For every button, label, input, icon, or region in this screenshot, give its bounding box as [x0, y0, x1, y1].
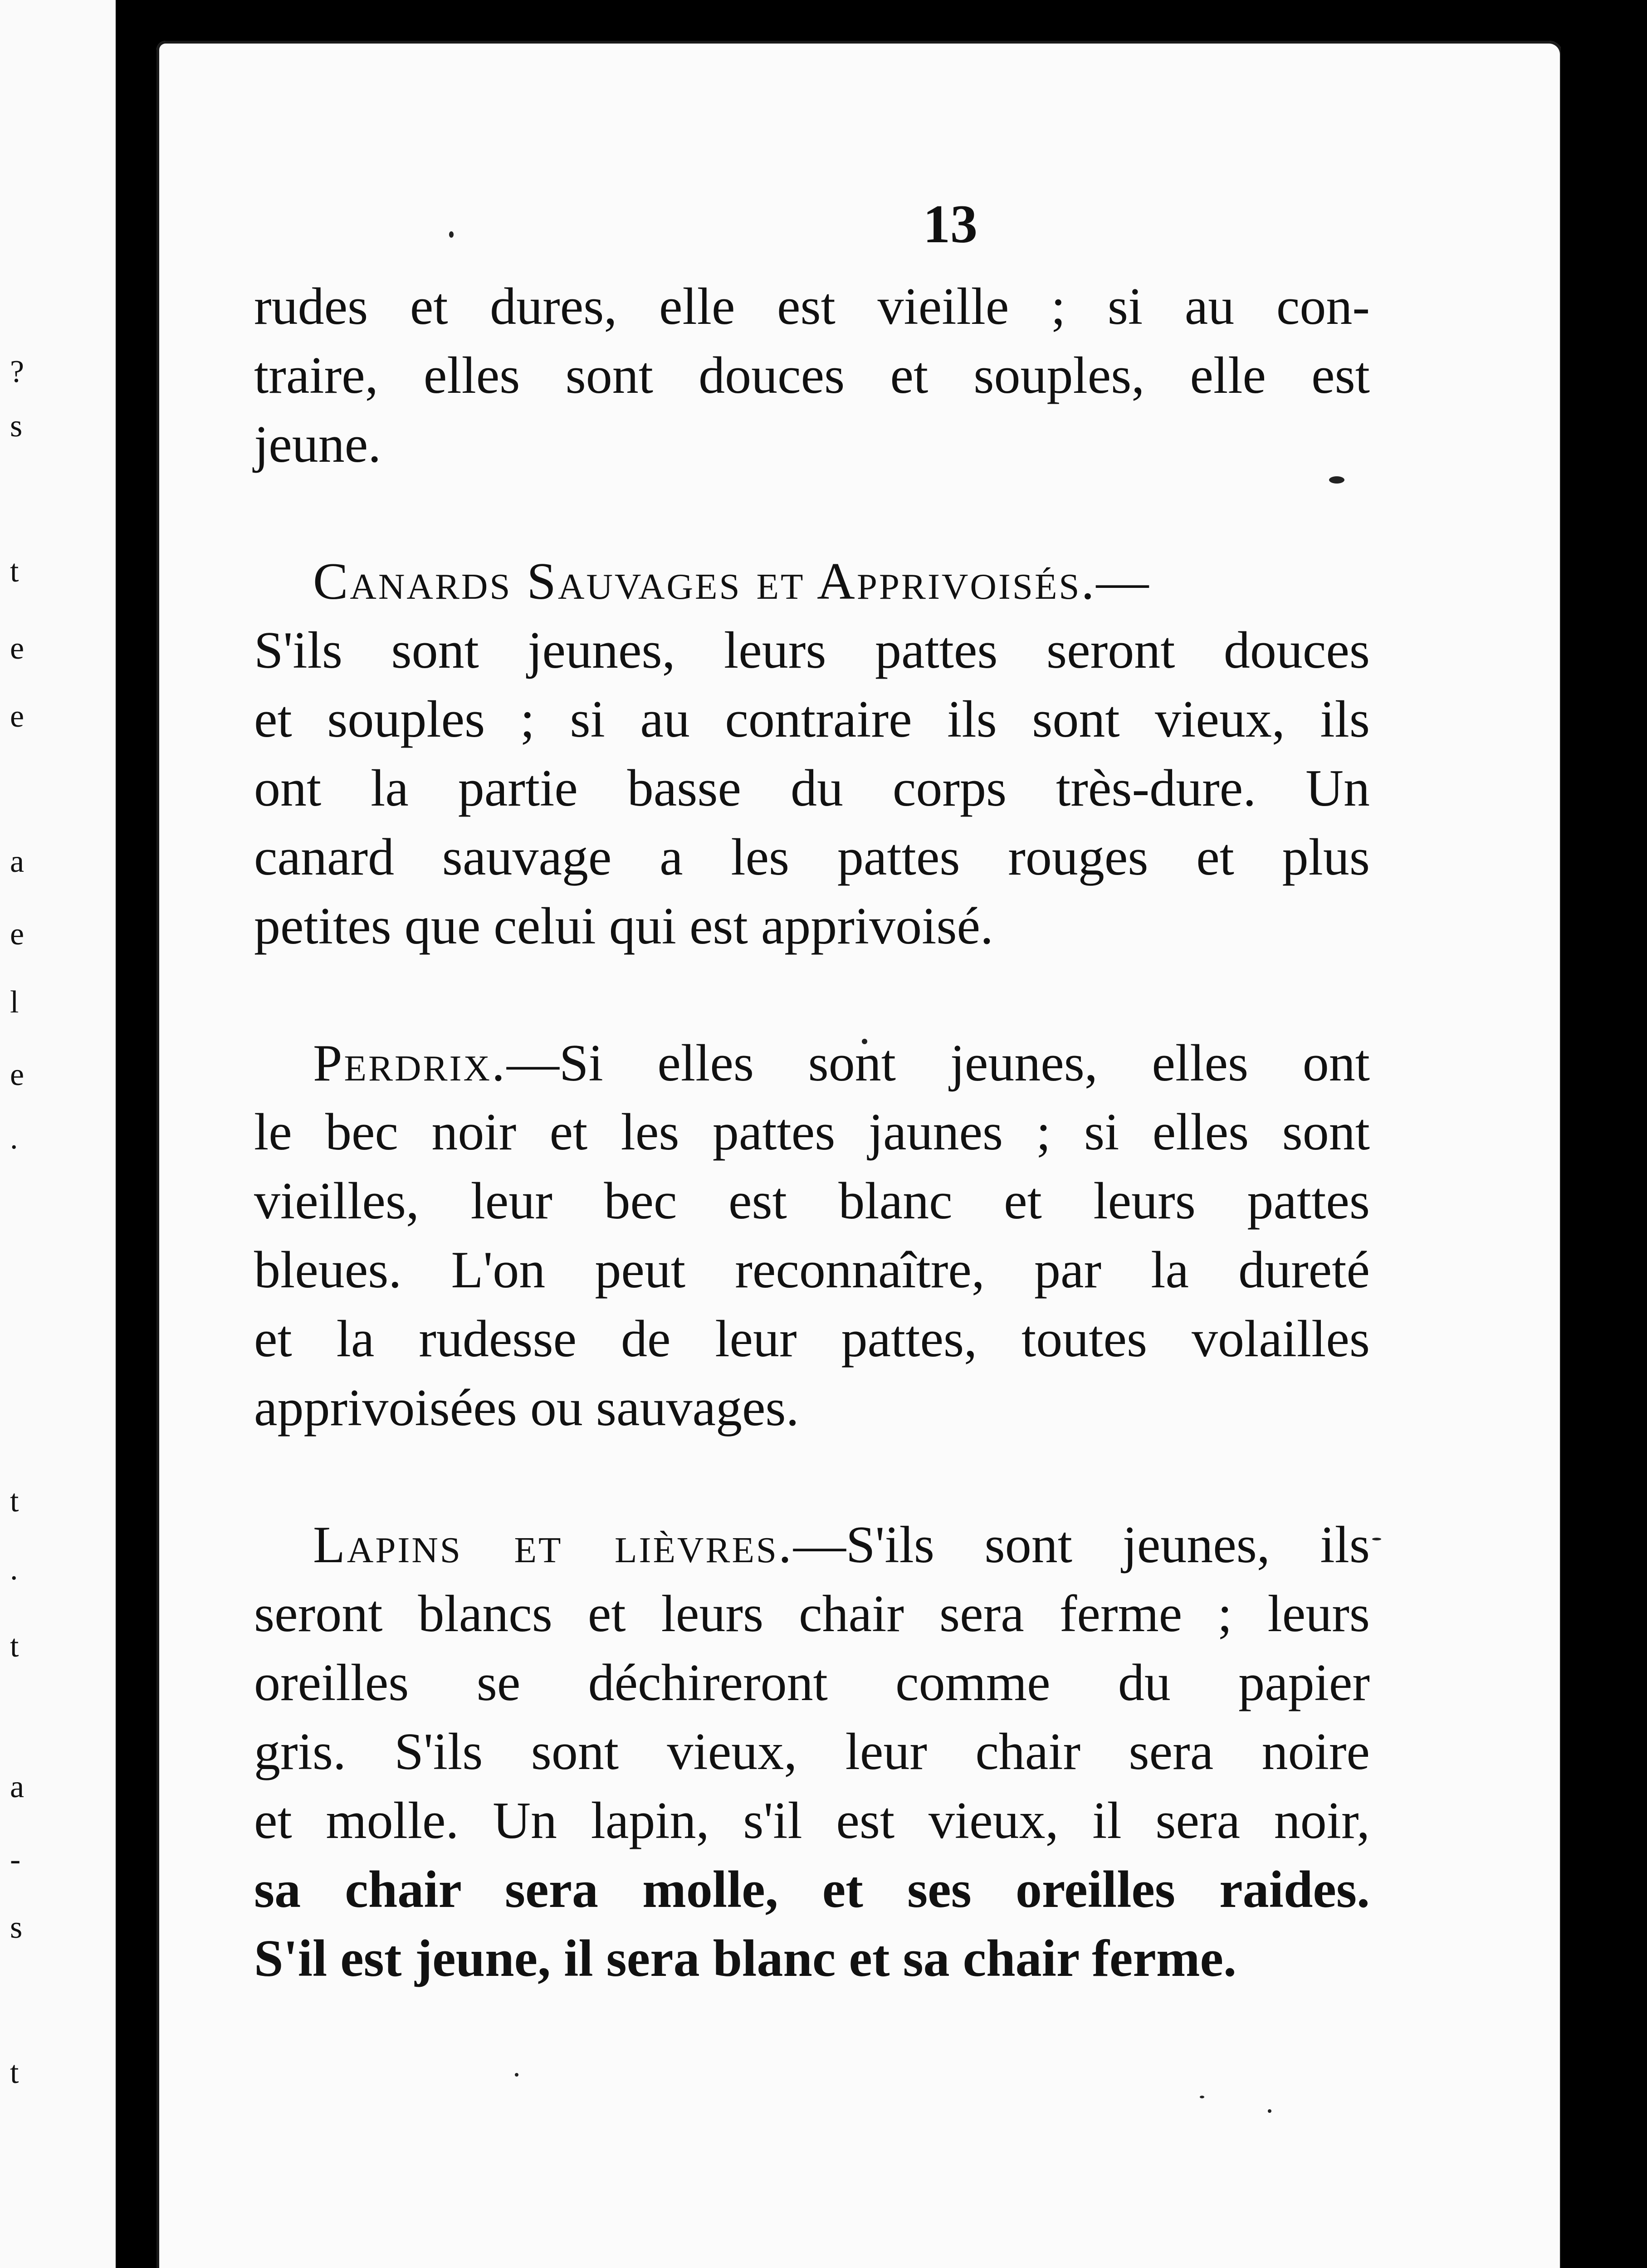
paragraph-lapins [254, 1510, 1370, 1993]
ink-speck [1268, 2109, 1271, 2113]
text-line [254, 1510, 1370, 1579]
margin-mark: e [10, 1057, 24, 1092]
left-page-edge [0, 0, 116, 2268]
text-line: ont la partie basse du corps très-dure. Un [254, 759, 1370, 817]
scan-edge-right [1561, 0, 1647, 2268]
text-line: et souples ; si au contraire ils sont vieux, ils [254, 690, 1370, 748]
margin-mark: t [10, 2055, 19, 2090]
margin-mark: - [10, 1842, 21, 1877]
margin-mark: e [10, 917, 24, 952]
margin-mark: a [10, 844, 24, 879]
paragraph-gap [254, 961, 1370, 1029]
page-number: 13 [923, 194, 977, 254]
left-margin-marks [0, 0, 116, 2268]
paragraph-intro [254, 272, 1370, 479]
text-line: S'ils sont jeunes, leurs pattes seront douces [254, 621, 1370, 679]
margin-mark: ? [10, 354, 24, 389]
text-line: oreilles se déchireront comme du papier [254, 1654, 1370, 1712]
ink-speck [1200, 2096, 1204, 2098]
text-line: seront blancs et leurs chair sera ferme ; leurs [254, 1585, 1370, 1643]
text-line: bleues. L'on peut reconnaître, par la dureté [254, 1241, 1370, 1299]
text-line: petites que celui qui est apprivoisé. [254, 897, 994, 955]
text-line: apprivoisées ou sauvages. [254, 1379, 799, 1437]
ink-speck [1372, 1538, 1381, 1540]
paragraph-gap [254, 1442, 1370, 1510]
text-line: rudes et dures, elle est vieille ; si au con- [254, 278, 1370, 336]
text-line: jeune. [254, 415, 381, 474]
text-line: le bec noir et les pattes jaunes ; si elles sont [254, 1103, 1370, 1161]
paragraph-gap [254, 479, 1370, 547]
paragraph-canards [254, 547, 1370, 961]
margin-mark: s [10, 1910, 23, 1945]
text-line: et molle. Un lapin, s'il est vieux, il sera noir, [254, 1792, 1370, 1850]
section-heading: Perdrix. [313, 1034, 507, 1092]
margin-mark: e [10, 699, 24, 734]
text-run: —Si elles sont jeunes, elles ont [507, 1034, 1370, 1092]
text-line: S'il est jeune, il sera blanc et sa chair ferme. [254, 1930, 1236, 1988]
margin-mark: . [10, 1552, 18, 1587]
margin-mark: e [10, 631, 24, 666]
text-line: gris. S'ils sont vieux, leur chair sera noire [254, 1723, 1370, 1781]
section-heading: Lapins et lièvres. [313, 1516, 793, 1574]
margin-mark: t [10, 554, 19, 589]
margin-mark: l [10, 985, 19, 1020]
paragraph-perdrix [254, 1029, 1370, 1442]
text-line: et la rudesse de leur pattes, toutes volailles [254, 1310, 1370, 1368]
text-line: vieilles, leur bec est blanc et leurs pattes [254, 1172, 1370, 1230]
section-heading: Canards Sauvages et Apprivoisés.— [313, 552, 1151, 611]
ink-speck [449, 231, 454, 238]
text-line: sa chair sera molle, et ses oreilles raides. [254, 1861, 1370, 1919]
margin-mark: . [10, 1121, 18, 1156]
text-line: canard sauvage a les pattes rouges et plus [254, 828, 1370, 886]
page-text [254, 272, 1370, 1993]
text-line: traire, elles sont douces et souples, elle est [254, 347, 1370, 405]
margin-mark: a [10, 1769, 24, 1804]
margin-mark: t [10, 1484, 19, 1519]
ink-speck [515, 2073, 518, 2077]
margin-mark: s [10, 409, 23, 444]
text-line [254, 547, 1370, 616]
margin-mark: t [10, 1629, 19, 1664]
book-gutter [116, 0, 156, 2268]
text-line [254, 1029, 1370, 1098]
text-run: —S'ils sont jeunes, ils [793, 1516, 1370, 1574]
